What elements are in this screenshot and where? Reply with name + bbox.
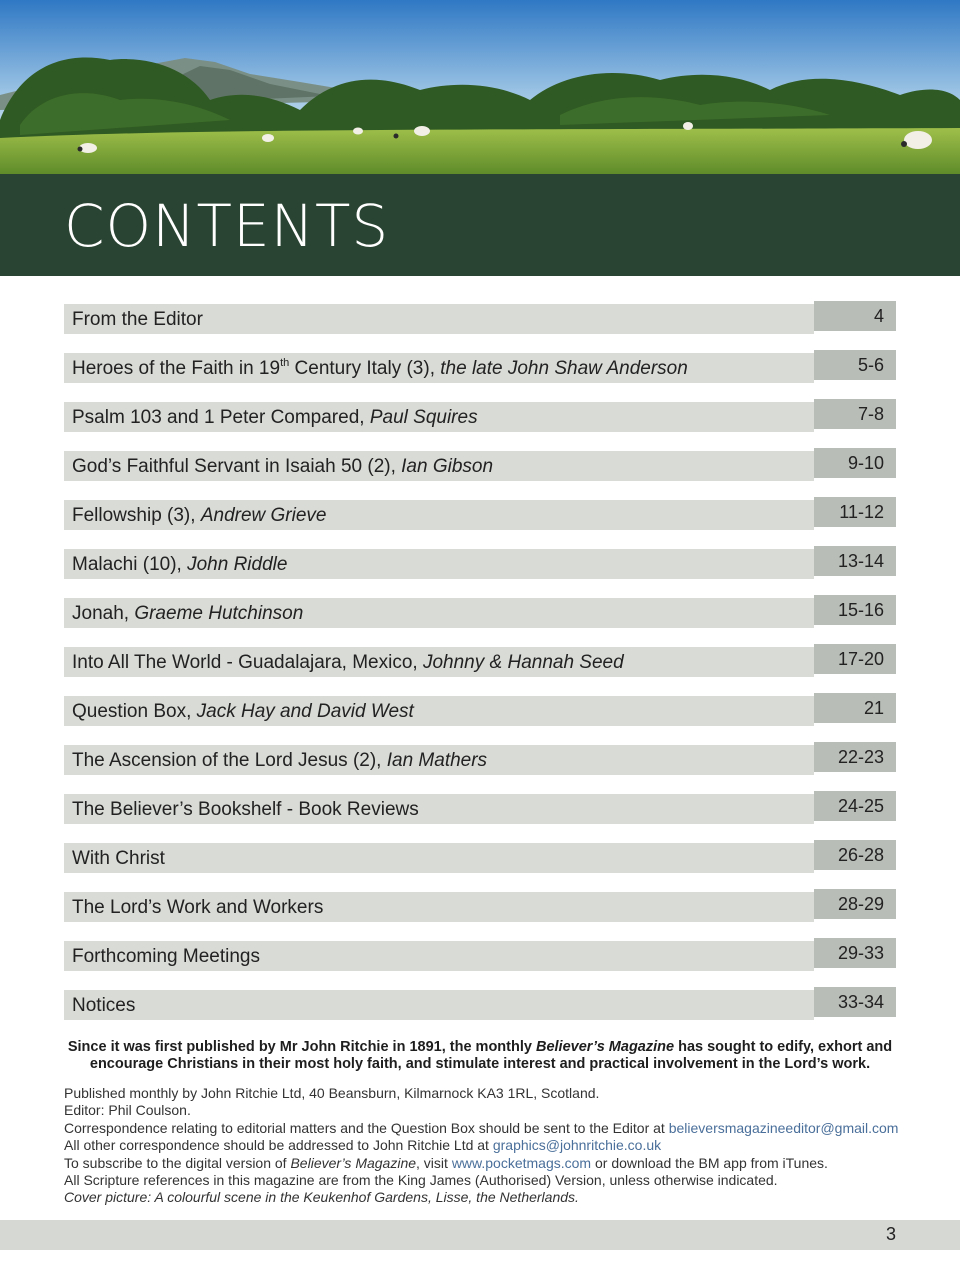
toc-row[interactable] <box>64 497 896 530</box>
toc-page-number: 9-10 <box>814 448 896 478</box>
toc-entry-author: the late John Shaw Anderson <box>440 358 688 379</box>
toc-page-number: 5-6 <box>814 350 896 380</box>
toc-page-number: 28-29 <box>814 889 896 919</box>
toc-page-number: 7-8 <box>814 399 896 429</box>
toc-row[interactable] <box>64 938 896 971</box>
toc-row[interactable] <box>64 791 896 824</box>
toc-entry-title: God’s Faithful Servant in Isaiah 50 (2), Ian Gibson <box>64 451 814 481</box>
toc-page-number: 4 <box>814 301 896 331</box>
toc-entry-author: Paul Squires <box>369 407 478 428</box>
imprint-scripture: All Scripture references in this magazine are from the King James (Authorised) Version, unless otherwise indicated. <box>64 1172 778 1189</box>
toc-entry-author: Graeme Hutchinson <box>134 603 304 624</box>
imprint-other-correspondence: All other correspondence should be addressed to John Ritchie Ltd at graphics@johnritchie.co.uk <box>64 1137 662 1154</box>
toc-page-number: 22-23 <box>814 742 896 772</box>
title-band <box>0 174 960 276</box>
toc-page-number: 11-12 <box>814 497 896 527</box>
toc-row[interactable] <box>64 546 896 579</box>
toc-page-number: 15-16 <box>814 595 896 625</box>
toc-row[interactable] <box>64 301 896 334</box>
toc-row[interactable] <box>64 595 896 628</box>
imprint-correspondence: Correspondence relating to editorial matters and the Question Box should be sent to the Editor at believersmagazineeditor@gmail.com <box>64 1119 899 1136</box>
toc-entry-title: Heroes of the Faith in 19th Century Italy (3), the late John Shaw Anderson <box>64 353 814 383</box>
contents-list <box>64 301 896 1036</box>
toc-entry-title: The Ascension of the Lord Jesus (2), Ian Mathers <box>64 745 814 775</box>
hero-image <box>0 0 960 174</box>
toc-entry-author: Jack Hay and David West <box>196 701 414 722</box>
toc-page-number: 26-28 <box>814 840 896 870</box>
toc-entry-title: Into All The World - Guadalajara, Mexico, Johnny & Hannah Seed <box>64 647 814 677</box>
toc-row[interactable] <box>64 399 896 432</box>
toc-entry-author: Andrew Grieve <box>200 505 327 526</box>
imprint-cover: Cover picture: A colourful scene in the Keukenhof Gardens, Lisse, the Netherlands. <box>64 1189 579 1206</box>
toc-page-number: 33-34 <box>814 987 896 1017</box>
toc-entry-title: Forthcoming Meetings <box>64 941 814 971</box>
toc-entry-author: Ian Gibson <box>401 456 494 477</box>
page-footer <box>0 1220 960 1250</box>
toc-entry-title: Jonah, Graeme Hutchinson <box>64 598 814 628</box>
magazine-blurb: Since it was first published by Mr John Ritchie in 1891, the monthly Believer’s Magazine has sought to edify, exhort and encourage Christians in their most holy faith, and stimulate interest and practical involvement in the Lord’s work. <box>67 1039 893 1072</box>
page-title: CONTENTS <box>64 192 390 260</box>
editor-email-link[interactable]: believersmagazineeditor@gmail.com <box>668 1119 899 1136</box>
toc-row[interactable] <box>64 693 896 726</box>
toc-entry-author: Ian Mathers <box>386 750 488 771</box>
toc-entry-title: The Lord’s Work and Workers <box>64 892 814 922</box>
page-number: 3 <box>885 1224 896 1244</box>
toc-row[interactable] <box>64 840 896 873</box>
imprint-published: Published monthly by John Ritchie Ltd, 40 Beansburn, Kilmarnock KA3 1RL, Scotland. <box>64 1085 600 1101</box>
toc-entry-author: Johnny & Hannah Seed <box>422 652 624 673</box>
toc-entry-author: John Riddle <box>187 554 288 575</box>
toc-page-number: 29-33 <box>814 938 896 968</box>
toc-entry-title: Fellowship (3), Andrew Grieve <box>64 500 814 530</box>
graphics-email-link[interactable]: graphics@johnritchie.co.uk <box>492 1137 662 1154</box>
toc-page-number: 17-20 <box>814 644 896 674</box>
toc-row[interactable] <box>64 644 896 677</box>
imprint-editor: Editor: Phil Coulson. <box>64 1102 191 1119</box>
toc-entry-title: The Believer’s Bookshelf - Book Reviews <box>64 794 814 824</box>
toc-entry-title: From the Editor <box>64 304 814 334</box>
imprint-subscribe: To subscribe to the digital version of Believer’s Magazine, visit www.pocketmags.com or download the BM app from iTunes. <box>64 1154 828 1171</box>
toc-page-number: 13-14 <box>814 546 896 576</box>
toc-entry-title: Psalm 103 and 1 Peter Compared, Paul Squires <box>64 402 814 432</box>
toc-row[interactable] <box>64 987 896 1020</box>
pocketmags-link[interactable]: www.pocketmags.com <box>451 1154 592 1171</box>
imprint <box>64 1085 924 1207</box>
toc-page-number: 24-25 <box>814 791 896 821</box>
toc-page-number: 21 <box>814 693 896 723</box>
toc-row[interactable] <box>64 889 896 922</box>
toc-entry-title: Notices <box>64 990 814 1020</box>
toc-row[interactable] <box>64 742 896 775</box>
toc-entry-title: With Christ <box>64 843 814 873</box>
toc-row[interactable] <box>64 448 896 481</box>
toc-entry-title: Question Box, Jack Hay and David West <box>64 696 814 726</box>
toc-entry-title: Malachi (10), John Riddle <box>64 549 814 579</box>
toc-row[interactable] <box>64 350 896 383</box>
